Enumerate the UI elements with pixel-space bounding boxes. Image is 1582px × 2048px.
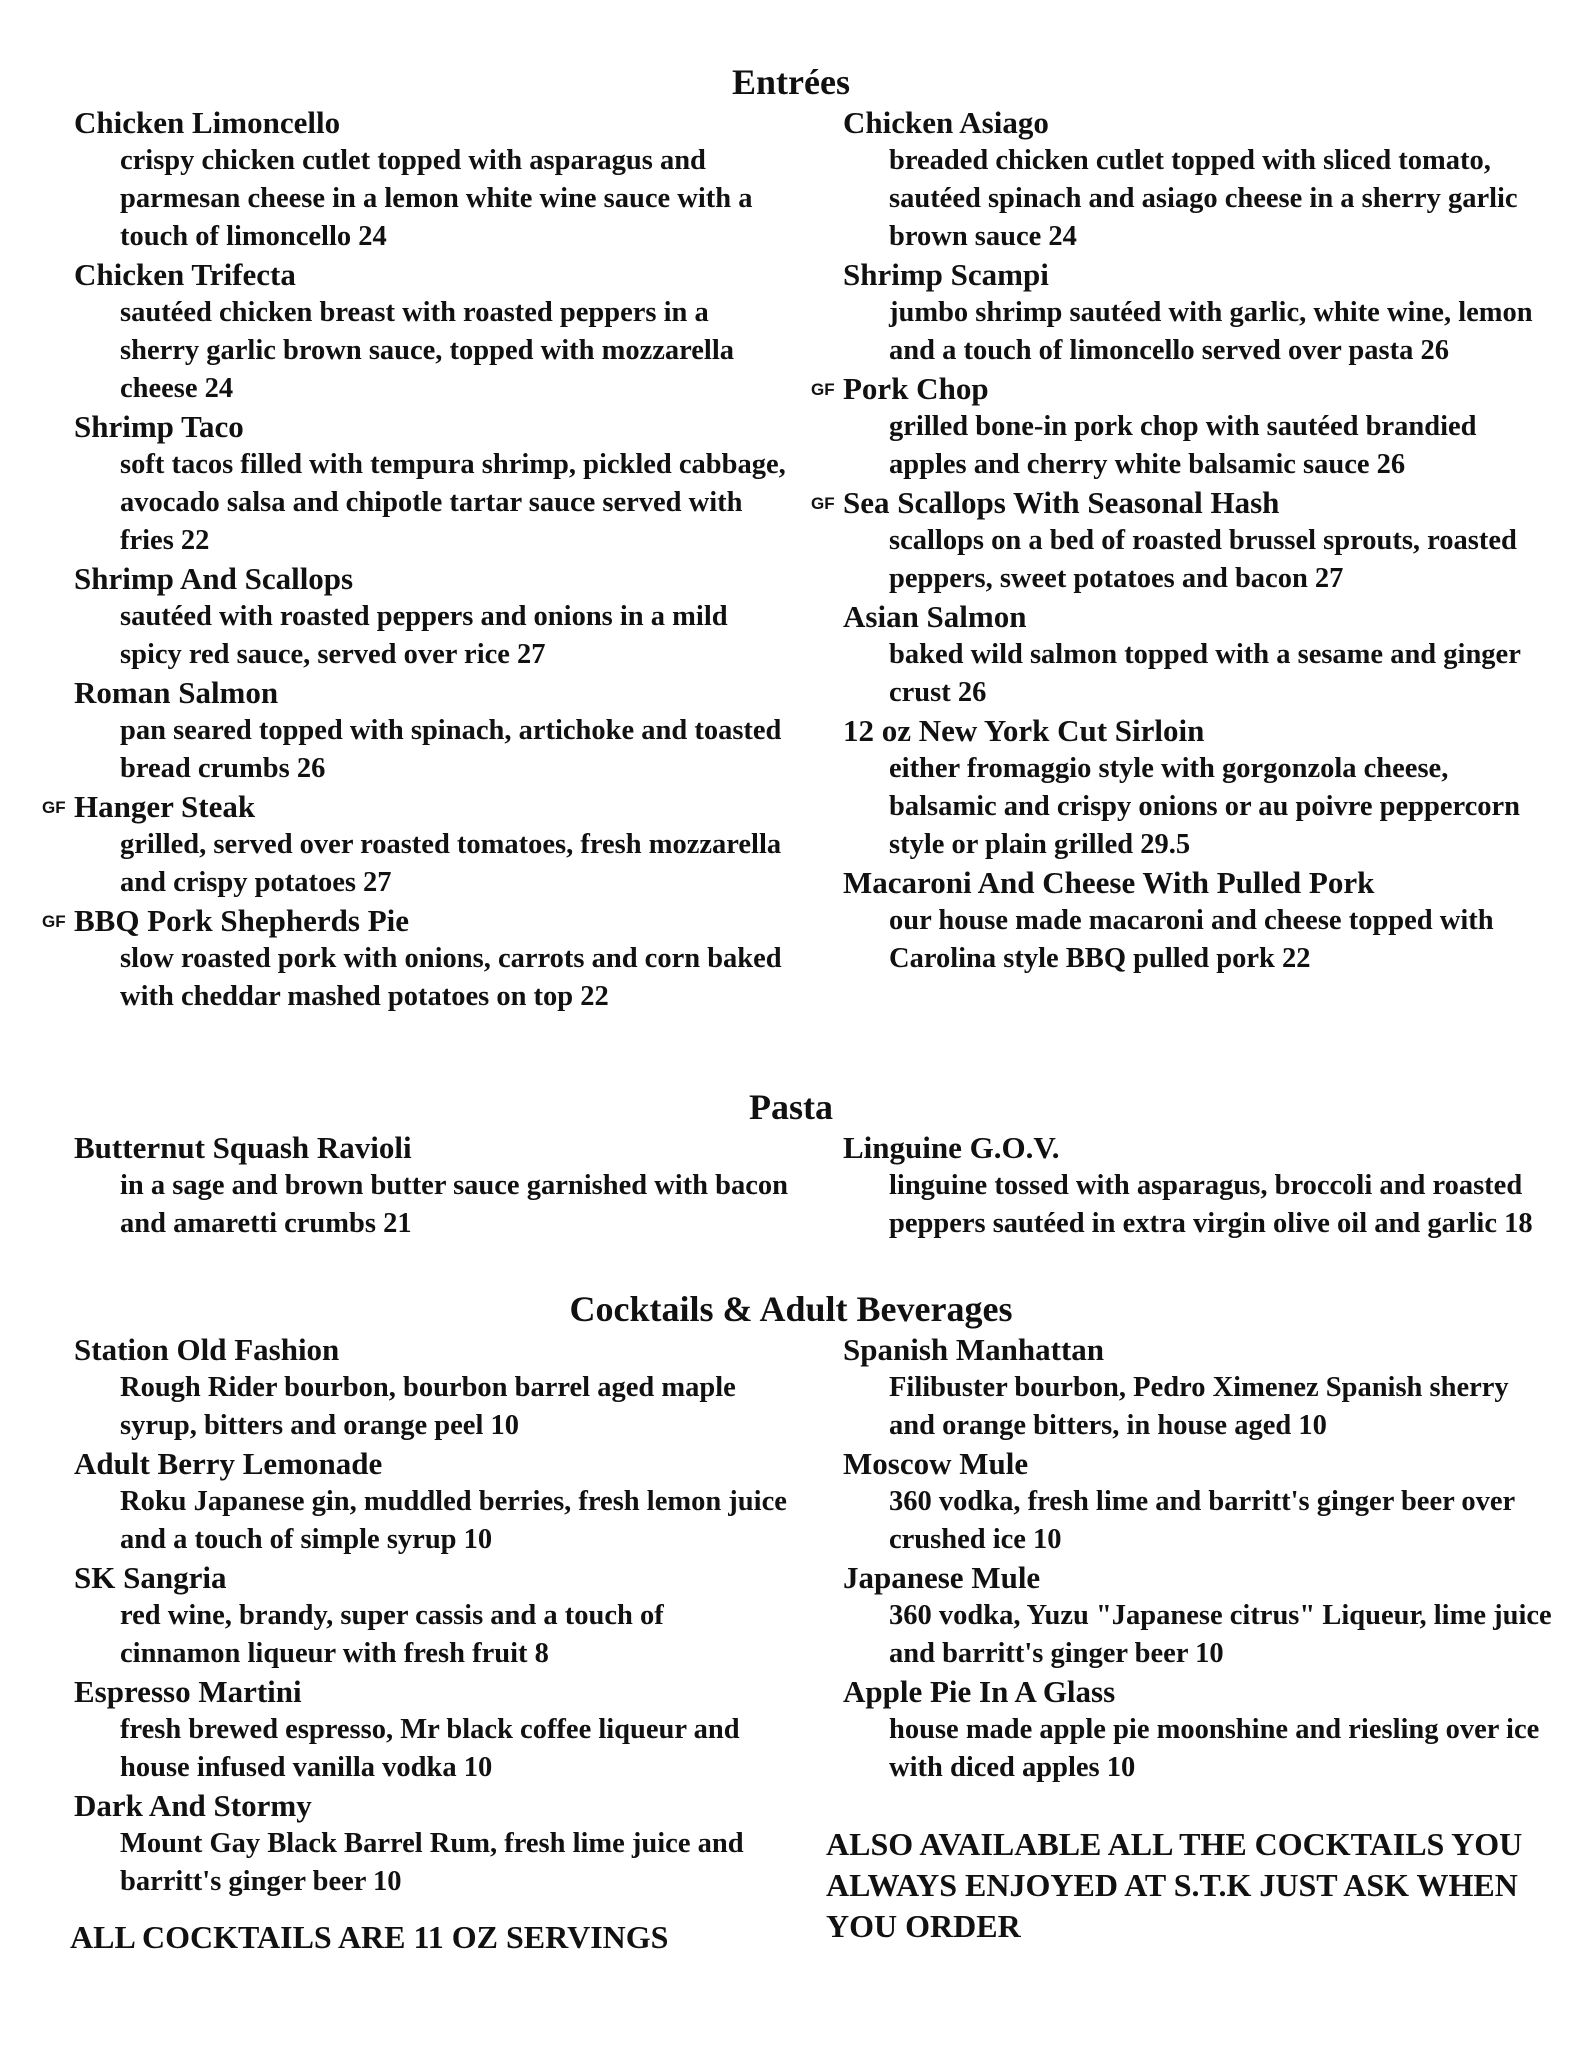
item-description: fresh brewed espresso, Mr black coffee liqueur and house infused vanilla vodka 10: [120, 1714, 740, 1783]
cocktails-right-column: [843, 1331, 1563, 1787]
item-description: Filibuster bourbon, Pedro Ximenez Spanish sherry and orange bitters, in house aged 10: [889, 1372, 1509, 1441]
item-name: Hanger Steak: [74, 789, 256, 824]
item-description: red wine, brandy, super cassis and a touch of cinnamon liqueur with fresh fruit 8: [120, 1600, 664, 1669]
gluten-free-badge: GF: [811, 494, 835, 513]
item-description: soft tacos filled with tempura shrimp, pickled cabbage, avocado salsa and chipotle tartar sauce served with fries 22: [120, 449, 786, 556]
menu-item: [74, 1787, 794, 1901]
menu-item: [843, 1559, 1563, 1673]
menu-item: [843, 1331, 1563, 1445]
menu-item: [42, 902, 794, 1016]
item-name: Butternut Squash Ravioli: [74, 1130, 412, 1165]
menu-item: [811, 484, 1563, 598]
section-title-entrees: Entrées: [732, 62, 850, 102]
item-description: crispy chicken cutlet topped with asparagus and parmesan cheese in a lemon white wine sauce with a touch of limoncello 24: [120, 145, 753, 252]
item-name: Chicken Limoncello: [74, 105, 341, 140]
item-description: grilled, served over roasted tomatoes, fresh mozzarella and crispy potatoes 27: [120, 829, 782, 898]
gluten-free-badge: GF: [811, 380, 835, 399]
item-name: Shrimp Scampi: [843, 257, 1049, 292]
menu-item: [843, 598, 1563, 712]
item-name: Asian Salmon: [843, 599, 1027, 634]
entrees-left-column: [42, 104, 794, 1016]
menu-item: [843, 1129, 1563, 1243]
item-description: baked wild salmon topped with a sesame and ginger crust 26: [889, 639, 1521, 708]
menu-item: [74, 1559, 794, 1673]
gluten-free-badge: GF: [42, 912, 66, 931]
serving-size-note: ALL COCKTAILS ARE 11 OZ SERVINGS: [70, 1919, 669, 1955]
menu-item: [74, 408, 794, 560]
menu-item: [811, 370, 1563, 484]
item-name: 12 oz New York Cut Sirloin: [843, 713, 1205, 748]
menu-item: [843, 1445, 1563, 1559]
item-description: our house made macaroni and cheese topped with Carolina style BBQ pulled pork 22: [889, 905, 1494, 974]
item-name: Shrimp Taco: [74, 409, 244, 444]
item-name: Adult Berry Lemonade: [74, 1446, 383, 1481]
menu-item: [74, 1331, 794, 1445]
item-name: SK Sangria: [74, 1560, 227, 1595]
item-description: sautéed chicken breast with roasted peppers in a sherry garlic brown sauce, topped with mozzarella cheese 24: [120, 297, 735, 404]
pasta-right-column: [843, 1129, 1563, 1243]
item-name: Apple Pie In A Glass: [843, 1674, 1116, 1709]
menu-item: [843, 104, 1563, 256]
item-name: Shrimp And Scallops: [74, 561, 354, 596]
item-description: sautéed with roasted peppers and onions in a mild spicy red sauce, served over rice 27: [120, 601, 728, 670]
menu-item: [74, 256, 794, 408]
item-name: BBQ Pork Shepherds Pie: [74, 903, 410, 938]
menu-item: [843, 864, 1563, 978]
section-title-pasta: Pasta: [749, 1087, 833, 1127]
item-description: scallops on a bed of roasted brussel sprouts, roasted peppers, sweet potatoes and bacon 27: [889, 525, 1517, 594]
menu-item: [74, 104, 794, 256]
item-name: Chicken Trifecta: [74, 257, 296, 292]
cocktails-left-column: [74, 1331, 794, 1901]
menu-item: [843, 256, 1563, 370]
item-description: pan seared topped with spinach, artichoke and toasted bread crumbs 26: [120, 715, 782, 784]
item-description: breaded chicken cutlet topped with sliced tomato, sautéed spinach and asiago cheese in a sherry garlic brown sauce 24: [889, 145, 1518, 252]
item-description: slow roasted pork with onions, carrots and corn baked with cheddar mashed potatoes on top 22: [120, 943, 782, 1012]
item-name: Pork Chop: [843, 371, 989, 406]
item-name: Dark And Stormy: [74, 1788, 312, 1823]
menu-item: [74, 1129, 794, 1243]
entrees-right-column: [811, 104, 1563, 978]
item-name: Espresso Martini: [74, 1674, 302, 1709]
item-name: Sea Scallops With Seasonal Hash: [843, 485, 1280, 520]
item-name: Japanese Mule: [843, 1560, 1041, 1595]
item-name: Spanish Manhattan: [843, 1332, 1105, 1367]
item-description: Rough Rider bourbon, bourbon barrel aged maple syrup, bitters and orange peel 10: [120, 1372, 736, 1441]
item-name: Macaroni And Cheese With Pulled Pork: [843, 865, 1375, 900]
item-description: Mount Gay Black Barrel Rum, fresh lime juice and barritt's ginger beer 10: [120, 1828, 744, 1897]
item-name: Moscow Mule: [843, 1446, 1029, 1481]
menu-item: [74, 674, 794, 788]
item-description: in a sage and brown butter sauce garnished with bacon and amaretti crumbs 21: [120, 1170, 789, 1239]
item-name: Linguine G.O.V.: [843, 1130, 1060, 1165]
menu-item: [843, 712, 1563, 864]
item-name: Station Old Fashion: [74, 1332, 340, 1367]
item-description: jumbo shrimp sautéed with garlic, white wine, lemon and a touch of limoncello served over pasta 26: [889, 297, 1533, 366]
item-description: grilled bone-in pork chop with sautéed brandied apples and cherry white balsamic sauce 26: [889, 411, 1477, 480]
item-description: Roku Japanese gin, muddled berries, fresh lemon juice and a touch of simple syrup 10: [120, 1486, 787, 1555]
item-name: Roman Salmon: [74, 675, 279, 710]
menu-item: [74, 1673, 794, 1787]
item-description: house made apple pie moonshine and riesling over ice with diced apples 10: [889, 1714, 1540, 1783]
also-available-note: ALSO AVAILABLE ALL THE COCKTAILS YOU ALWAYS ENJOYED AT S.T.K JUST ASK WHEN YOU ORDER: [826, 1826, 1523, 1944]
section-title-cocktails: Cocktails & Adult Beverages: [569, 1289, 1013, 1329]
item-description: linguine tossed with asparagus, broccoli and roasted peppers sautéed in extra virgin olive oil and garlic 18: [889, 1170, 1533, 1239]
item-description: 360 vodka, fresh lime and barritt's ginger beer over crushed ice 10: [889, 1486, 1515, 1555]
item-description: either fromaggio style with gorgonzola cheese, balsamic and crispy onions or au poivre peppercorn style or plain grilled 29.5: [889, 753, 1521, 860]
pasta-left-column: [74, 1129, 794, 1243]
menu-item: [843, 1673, 1563, 1787]
item-description: 360 vodka, Yuzu "Japanese citrus" Liqueur, lime juice and barritt's ginger beer 10: [889, 1600, 1552, 1669]
menu-item: [74, 1445, 794, 1559]
item-name: Chicken Asiago: [843, 105, 1049, 140]
menu-item: [74, 560, 794, 674]
gluten-free-badge: GF: [42, 798, 66, 817]
menu-item: [42, 788, 794, 902]
